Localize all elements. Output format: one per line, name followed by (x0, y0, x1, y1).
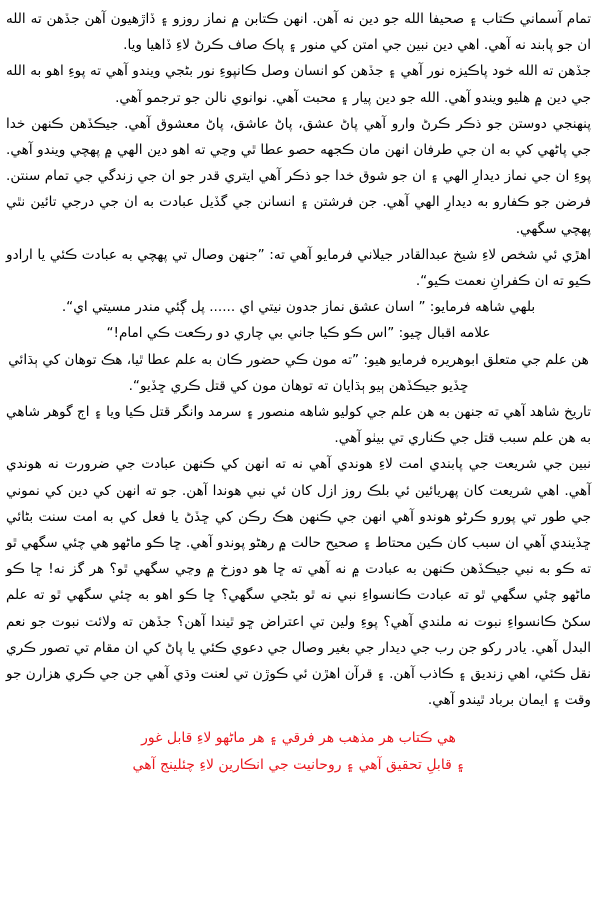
footer-line-1: هي ڪتاب هر مذهب هر فرقي ۽ هر ماڻهو لاءِ قابل غور (141, 730, 456, 747)
paragraph-remembrance: پنهنجي دوستن جو ذڪر ڪرڻ وارو آهي پاڻ عشق، پاڻ عاشق، پاڻ معشوق آهي. جيڪڏهن ڪنهن خدا جي پاڻهي کي به ان جي طرفان انهن مان ڪجهه حصو عطا ٿي وڃي ته اهو دين الهي ۾ پهچي ويندو آهي. پوءِ ان جي نماز ديدارِ الهي ۽ ان جو شوق خدا جو ذڪر آهي ايتري قدر جو ان جي زندگي جي تمام سنتن. فرضن جو ڪفارو به ديدارِ الهي آهي. جن فرشتن ۽ انسانن جي گڏيل عبادت به ان جي درجي تائين نٿي پهچي سگهي. (6, 115, 591, 237)
quote-abu-hurairah: هن علم جي متعلق ابوهريره فرمايو هيو: ”ته مون ڪي حضور ڪان به علم عطا ٿيا، هڪ توهان کي ٻڌائي ڇڏيو جيڪڏهن ٻيو ٻڌايان ته توهان مون کي قتل ڪري ڇڏيو“. (8, 351, 589, 394)
quote-bulleh-shah: بلهي شاهه فرمايو: ” اسان عشق نماز جدون نيتي اي ...... پل ڳئي مندر مسيتي اي“. (61, 299, 536, 316)
footer-highlight (6, 725, 591, 779)
paragraph-prophets-sharia: نبين جي شريعت جي پابندي امت لاءِ هوندي آهي نه ته انهن کي ڪنهن عبادت جي ضرورت نه هوندي آهي. اهي شريعت کان پهريائين ئي بلڪ روز ازل کان ئي نبي هوندا آهن. جو ته انهن کي دين کي نموني جي طور تي پورو ڪرڻو هوندو آهي انهن جي ڪنهن هڪ رڪن کي ڇڏڻ يا فعل کي به امت سنت بڻائي ڇڏيندي آهي ان سبب کان ڪين محتاط ۽ صحيح حالت ۾ رهڻو پوندو آهي. ڇا ڪو ماڻهو هي چئي سگهي ٿو ته ڪو به نبي جيڪڏهن ڪنهن به عبادت ۾ نه آهي ته ڇا هو دوزخ ۾ وڃي سگهي ٿو؟ هر گز نه! ڇا ڪو ماڻهو چئي سگهي ٿو ته عبادت ڪانسواءِ نبي نه ٿو بڻجي سگهي؟ ڇا ڪو اهو به چئي سگهي ٿو ته علم سکڻ ڪانسواءِ نبوت نه ملندي آهي؟ پوءِ ولين تي اعتراض ڇو ٿيندا آهن؟ جڏهن ته ولائت نبوت جو نعم البدل آهي. يادر رکو جن رب جي ديدار جي بغير وصال جي دعوي ڪئي يا پاڻ کي ان مقام تي تصور ڪري نقل ڪئي، اهي زنديق ۽ ڪاذب آهن. ۽ قرآن اهڙن ئي ڪوڙن تي لعنت وڌي آهي جن جي ڪري هزارن جو وقت ۽ ايمان برباد ٿيندو آهي. (6, 456, 591, 709)
paragraph-history: تاريخ شاهد آهي ته جنهن به هن علم جي کوليو شاهه منصور ۽ سرمد وانگر قتل ڪيا ويا ۽ اڄ گوهر شاهي به هن علم سبب قتل جي ڪناري تي بيٺو آهي. (6, 404, 591, 447)
paragraph-allah-light: جڏهن ته الله خود پاڪيزه نور آهي ۽ جڏهن کو انسان وصل ڪانپوءِ نور بڻجي ويندو آهي ته پوءِ اهو به الله جي دين ۾ هليو ويندو آهي. الله جو دين پيار ۽ محبت آهي. نوانوي نالن جو ترجمو آهي. (6, 63, 591, 106)
quote-iqbal: علامه اقبال چيو: ”اس ڪو ڪيا جاني بي چاري دو رڪعت ڪي امام!“ (106, 325, 491, 342)
footer-line-2: ۽ قابلِ تحقيق آهي ۽ روحانيت جي انڪارين لاءِ چئلينج آهي (132, 757, 465, 774)
paragraph-jilani-quote: اهڙي ئي شخص لاءِ شيخ عبدالقادر جيلاني فرمايو آهي ته: ”جنهن وصال تي پهچي به عبادت ڪئي يا ارادو ڪيو ته ان ڪفرانِ نعمت ڪيو“. (6, 246, 591, 290)
paragraph-divine-books: تمام آسماني ڪتاب ۽ صحيفا الله جو دين نه آهن. انهن ڪتابن ۾ نماز روزو ۽ ڏاڙهيون آهن جڏهن ته الله ان جو پابند نه آهي. اهي دين نبين جي امتن کي منور ۽ پاڪ صاف ڪرڻ لاءِ ڏاهيا ويا. (6, 11, 591, 54)
